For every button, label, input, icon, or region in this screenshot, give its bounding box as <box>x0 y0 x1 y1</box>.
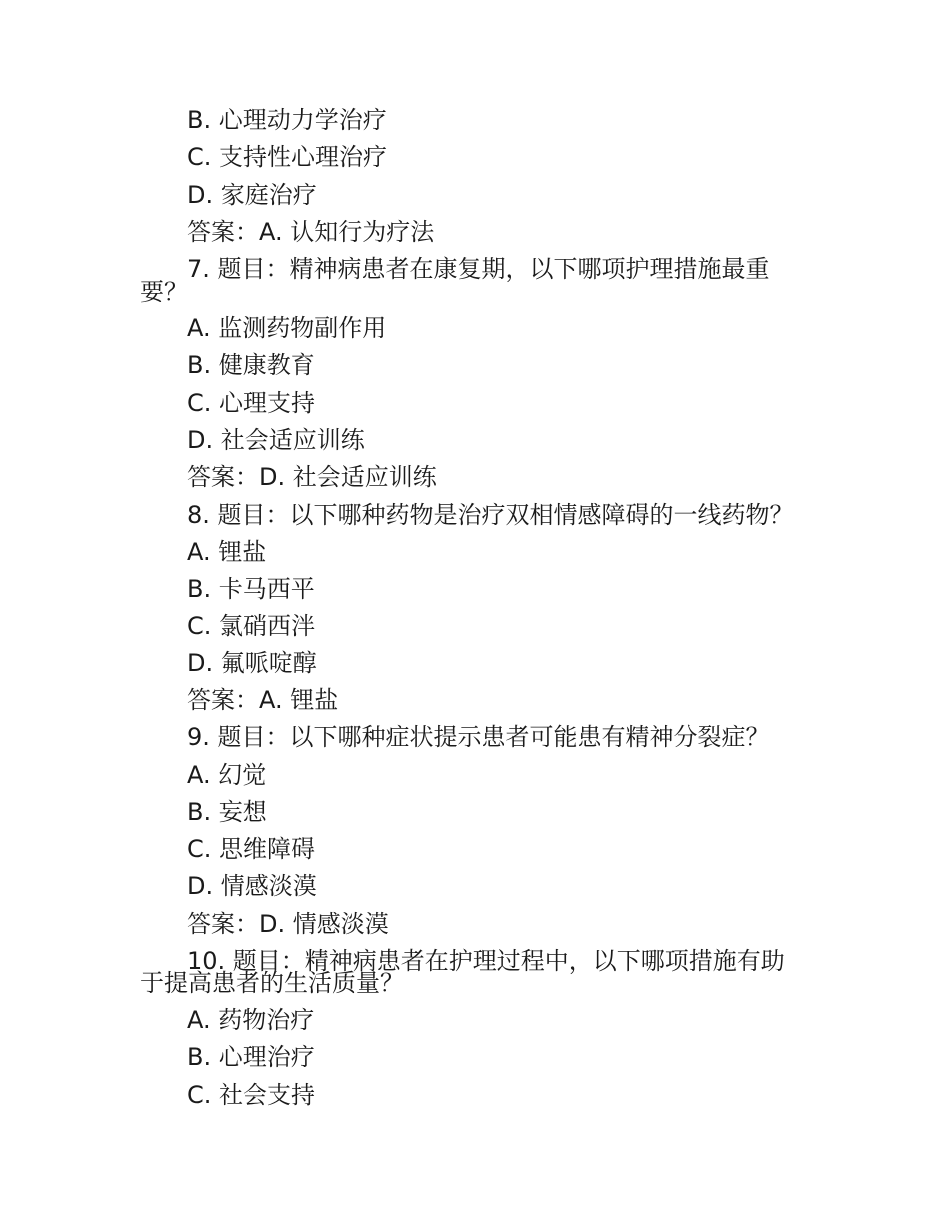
option-b-q10: B. 心理治疗 <box>187 1043 315 1071</box>
answer-q7: 答案：D. 社会适应训练 <box>187 463 437 491</box>
option-c-q10: C. 社会支持 <box>187 1081 316 1109</box>
question-7-line1: 7. 题目：精神病患者在康复期，以下哪项护理措施最重 <box>187 255 770 283</box>
question-10-line2: 于提高患者的生活质量？ <box>140 969 404 997</box>
option-a-q8: A. 锂盐 <box>187 538 267 566</box>
question-7-line2: 要？ <box>140 278 188 306</box>
question-10-line1: 10. 题目：精神病患者在护理过程中，以下哪项措施有助 <box>187 947 785 975</box>
option-d-q8: D. 氟哌啶醇 <box>187 649 317 677</box>
option-c-q8: C. 氯硝西泮 <box>187 612 316 640</box>
option-b-q8: B. 卡马西平 <box>187 575 315 603</box>
option-a-q10: A. 药物治疗 <box>187 1006 315 1034</box>
answer-q9: 答案：D. 情感淡漠 <box>187 910 389 938</box>
option-c-q9: C. 思维障碍 <box>187 835 316 863</box>
question-9: 9. 题目：以下哪种症状提示患者可能患有精神分裂症？ <box>187 723 770 751</box>
option-a-q7: A. 监测药物副作用 <box>187 314 387 342</box>
option-b-q6: B. 心理动力学治疗 <box>187 106 387 134</box>
question-8: 8. 题目：以下哪种药物是治疗双相情感障碍的一线药物？ <box>187 501 794 529</box>
option-b-q9: B. 妄想 <box>187 798 267 826</box>
option-d-q9: D. 情感淡漠 <box>187 872 317 900</box>
answer-q8: 答案：A. 锂盐 <box>187 686 339 714</box>
option-d-q7: D. 社会适应训练 <box>187 426 365 454</box>
option-d-q6: D. 家庭治疗 <box>187 181 317 209</box>
option-a-q9: A. 幻觉 <box>187 761 267 789</box>
option-b-q7: B. 健康教育 <box>187 351 315 379</box>
answer-q6: 答案：A. 认知行为疗法 <box>187 218 435 246</box>
option-c-q7: C. 心理支持 <box>187 389 316 417</box>
option-c-q6: C. 支持性心理治疗 <box>187 143 388 171</box>
